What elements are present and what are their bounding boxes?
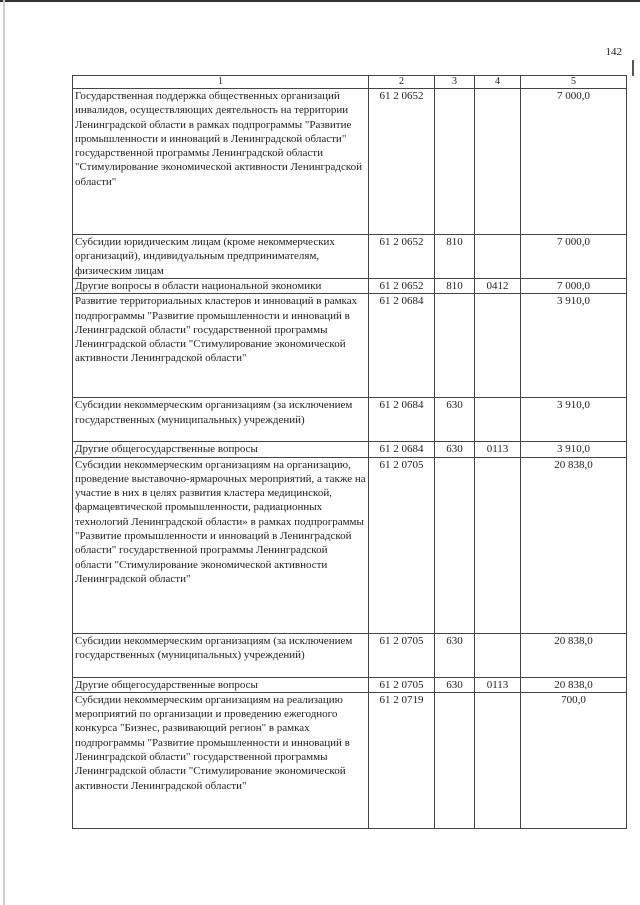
header-col-5: 5: [521, 76, 627, 89]
row-expense-type: 630: [435, 677, 475, 692]
row-sum: 3 910,0: [521, 398, 627, 442]
row-section: [475, 235, 521, 279]
row-sum: 7 000,0: [521, 235, 627, 279]
scan-right-mark: [632, 60, 634, 76]
budget-table: [72, 75, 627, 829]
row-target-article: 61 2 0652: [369, 89, 435, 235]
row-name: Государственная поддержка общественных организаций инвалидов, осуществляющих деятельность на территории Ленинградской области в рамках подпрограммы "Развитие промышленности и инноваций в Ленинградской области" государственной программы Ленинградской области "Стимулирование экономической активности Ленинградской области": [73, 89, 369, 235]
table-row: [73, 235, 627, 279]
row-sum: 20 838,0: [521, 457, 627, 633]
row-name: Субсидии некоммерческим организациям на реализацию мероприятий по организации и проведению ежегодного конкурса "Бизнес, развивающий регион" в рамках подпрограммы "Развитие промышленности и инноваций в Ленинградской области" государственной программы Ленинградской области "Стимулирование экономической активности Ленинградской области": [73, 692, 369, 828]
row-name: Другие общегосударственные вопросы: [73, 677, 369, 692]
table-row: [73, 692, 627, 828]
row-target-article: 61 2 0719: [369, 692, 435, 828]
page-number: 142: [605, 46, 622, 58]
row-name: Другие общегосударственные вопросы: [73, 442, 369, 457]
table-row: [73, 294, 627, 398]
row-sum: 3 910,0: [521, 294, 627, 398]
row-sum: 3 910,0: [521, 442, 627, 457]
row-name: Субсидии некоммерческим организациям на организацию, проведение выставочно-ярмарочных мероприятий, а также на участие в них в целях развития кластера медицинской, фармацевтической промышленности, радиационных технологий Ленинградской области» в рамках подпрограммы "Развитие промышленности и инноваций в Ленинградской области" государственной программы Ленинградской области "Стимулирование экономической активности Ленинградской области": [73, 457, 369, 633]
row-target-article: 61 2 0705: [369, 677, 435, 692]
row-section: [475, 692, 521, 828]
table-row: [73, 457, 627, 633]
row-section: [475, 89, 521, 235]
scan-left-edge: [3, 0, 5, 905]
scan-top-border: [0, 0, 640, 2]
row-name: Субсидии некоммерческим организациям (за исключением государственных (муниципальных) учреждений): [73, 633, 369, 677]
row-section: [475, 294, 521, 398]
row-sum: 7 000,0: [521, 89, 627, 235]
row-section: 0412: [475, 279, 521, 294]
row-target-article: 61 2 0705: [369, 457, 435, 633]
row-name: Субсидии юридическим лицам (кроме некоммерческих организаций), индивидуальным предпринимателям, физическим лицам: [73, 235, 369, 279]
row-expense-type: [435, 692, 475, 828]
row-section: 0113: [475, 677, 521, 692]
table-row: [73, 442, 627, 457]
header-col-4: 4: [475, 76, 521, 89]
row-sum: 20 838,0: [521, 633, 627, 677]
row-sum: 7 000,0: [521, 279, 627, 294]
row-name: Развитие территориальных кластеров и инноваций в рамках подпрограммы "Развитие промышленности и инноваций в Ленинградской области" государственной программы Ленинградской области "Стимулирование экономической активности Ленинградской области": [73, 294, 369, 398]
row-section: 0113: [475, 442, 521, 457]
row-expense-type: [435, 294, 475, 398]
row-target-article: 61 2 0705: [369, 633, 435, 677]
header-col-1: 1: [73, 76, 369, 89]
row-expense-type: 630: [435, 442, 475, 457]
row-name: Субсидии некоммерческим организациям (за исключением государственных (муниципальных) учреждений): [73, 398, 369, 442]
row-expense-type: [435, 89, 475, 235]
table-header-row: [73, 76, 627, 89]
row-target-article: 61 2 0684: [369, 398, 435, 442]
row-expense-type: 630: [435, 633, 475, 677]
row-target-article: 61 2 0684: [369, 442, 435, 457]
row-expense-type: [435, 457, 475, 633]
row-target-article: 61 2 0652: [369, 279, 435, 294]
row-section: [475, 457, 521, 633]
row-target-article: 61 2 0684: [369, 294, 435, 398]
table-row: [73, 279, 627, 294]
table-row: [73, 677, 627, 692]
row-section: [475, 633, 521, 677]
row-expense-type: 810: [435, 279, 475, 294]
table-row: [73, 633, 627, 677]
header-col-3: 3: [435, 76, 475, 89]
row-expense-type: 810: [435, 235, 475, 279]
row-sum: 20 838,0: [521, 677, 627, 692]
row-section: [475, 398, 521, 442]
row-sum: 700,0: [521, 692, 627, 828]
row-expense-type: 630: [435, 398, 475, 442]
table-row: [73, 89, 627, 235]
row-name: Другие вопросы в области национальной экономики: [73, 279, 369, 294]
row-target-article: 61 2 0652: [369, 235, 435, 279]
table-row: [73, 398, 627, 442]
header-col-2: 2: [369, 76, 435, 89]
